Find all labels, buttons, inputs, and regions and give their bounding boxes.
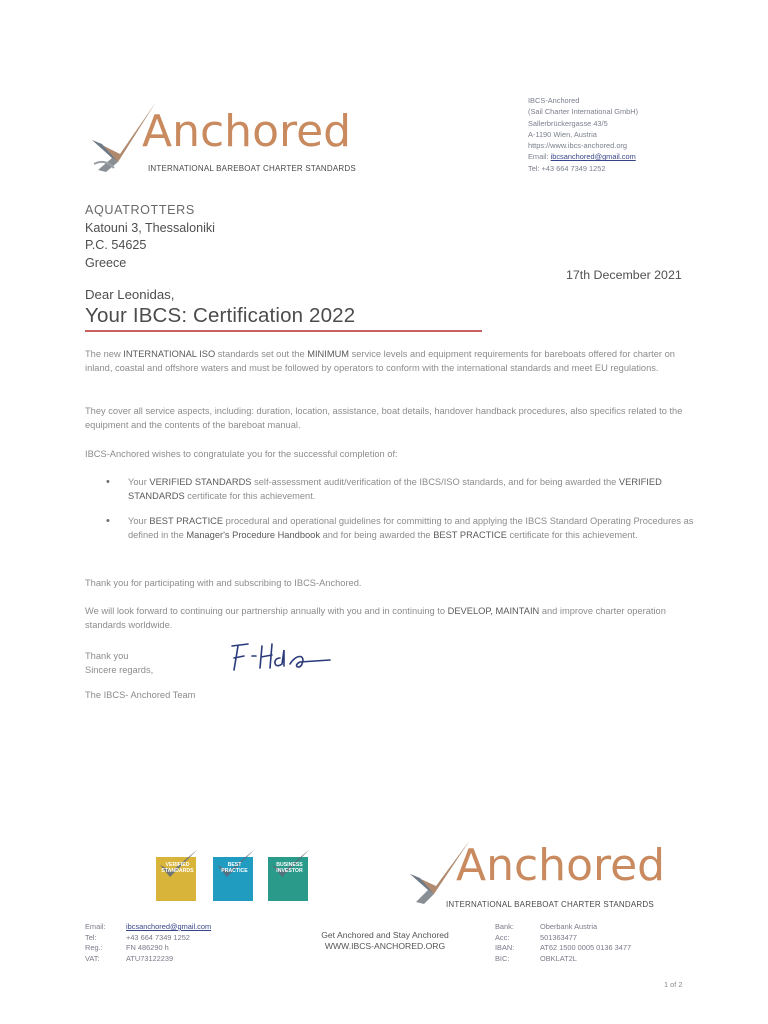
b2-text-e: and for being awarded the (319, 529, 434, 540)
badge-caption: BUSINESS INVESTOR (276, 862, 303, 874)
footer-label-email: Email: (85, 922, 106, 931)
recipient-postcode: P.C. 54625 (85, 238, 147, 252)
b1-text-a: Your (128, 477, 150, 487)
bullet-icon: • (106, 476, 110, 488)
badge-best-practice (211, 849, 258, 903)
company-email-link[interactable]: ibcsanchored@gmail.com (550, 152, 636, 162)
logo-wordmark: Anchored (142, 106, 352, 157)
b2-text-c: procedural and operational guidelines for committing to and applying the IBCS Standard Operating Procedures as defined in the (128, 516, 694, 540)
logo-tagline: INTERNATIONAL BAREBOAT CHARTER STANDARDS (446, 900, 654, 909)
footer-logo (404, 838, 694, 916)
footer-label-bank: Bank: (495, 922, 514, 931)
paragraph-thank-you: Thank you for participating with and subscribing to IBCS-Anchored. (85, 578, 362, 588)
paragraph-partnership (85, 605, 685, 632)
title-underline (85, 330, 482, 332)
salutation: Dear Leonidas, (85, 287, 175, 302)
footer-label-acc: Acc: (495, 932, 510, 942)
team-signoff: The IBCS- Anchored Team (85, 690, 196, 700)
company-street: Sallerbrückergasse 43/5 (528, 118, 608, 128)
company-city: A-1190 Wien, Austria (528, 129, 597, 139)
logo-tagline: INTERNATIONAL BAREBOAT CHARTER STANDARDS (148, 164, 356, 173)
b2-text-g: certificate for this achievement. (506, 529, 638, 540)
closing-block (85, 649, 153, 677)
p5-text-c: and improve charter operation standards worldwide. (85, 606, 666, 630)
footer-contact-labels (85, 922, 106, 964)
b1-highlight-a: VERIFIED STANDARDS (149, 477, 252, 487)
badge-verified-standards (154, 849, 201, 903)
footer-label-iban: IBAN: (495, 943, 515, 953)
b2-highlight-a: BEST PRACTICE (149, 516, 224, 527)
footer-bank-values (540, 922, 631, 964)
p1-text-a: The new (85, 349, 124, 359)
p1-text-e: service levels and equipment requirements for bareboats offered for charter on inland, coastal and offshore waters and must be followed by operators to conform with the international standards and meet EU regulations. (85, 349, 675, 373)
footer-label-reg: Reg.: (85, 943, 103, 953)
header-logo (84, 100, 374, 180)
footer-vat: ATU73122239 (126, 953, 174, 963)
footer-iban: AT62 1500 0005 0136 3477 (540, 943, 632, 953)
footer-slogan-block (300, 930, 470, 953)
b2-text-a: Your (128, 516, 150, 527)
recipient-country: Greece (85, 255, 127, 270)
footer-reg: FN 486290 h (126, 943, 169, 953)
b2-highlight-b: BEST PRACTICE (433, 529, 507, 540)
footer-tel: +43 664 7349 1252 (126, 932, 190, 942)
company-email-label: Email: (528, 152, 549, 162)
recipient-street: Katouni 3, Thessaloniki (85, 220, 215, 235)
closing-thanks: Thank you (85, 651, 129, 661)
b1-text-e: certificate for this achievement. (184, 490, 316, 501)
best-practice-badge-icon (211, 849, 258, 903)
recipient-name: AQUATROTTERS (85, 203, 195, 217)
letter-date: 17th December 2021 (566, 268, 682, 282)
footer-slogan: Get Anchored and Stay Anchored (321, 930, 449, 940)
footer-bank-labels (495, 922, 514, 964)
list-item (106, 515, 696, 542)
b1-text-c: self-assessment audit/verification of the IBCS/ISO standards, and for being awarded the (251, 477, 619, 487)
bullet-icon: • (106, 515, 110, 528)
footer-email-link[interactable]: ibcsanchored@gmail.com (126, 922, 212, 931)
company-phone: Tel: +43 664 7349 1252 (528, 163, 606, 173)
footer-label-bic: BIC: (495, 953, 510, 963)
footer-bic: OBKLAT2L (540, 953, 577, 963)
badge-caption: VERIFIED STANDARDS (161, 862, 194, 874)
letter-title: Your IBCS: Certification 2022 (85, 304, 356, 327)
footer-contact-values (126, 922, 211, 964)
b2-highlight-handbook: Manager's Procedure Handbook (186, 529, 320, 540)
company-website[interactable]: https://www.ibcs-anchored.org (528, 141, 627, 151)
logo-wordmark: Anchored (456, 840, 666, 891)
p5-highlight: DEVELOP, MAINTAIN (447, 606, 540, 616)
paragraph-service-aspects: They cover all service aspects, including: duration, location, assistance, boat details, handover handback procedures, also specifics related to the equipment and the contents of the bareboat manual. (85, 406, 683, 430)
p1-highlight-iso: INTERNATIONAL ISO (123, 349, 216, 359)
company-legal-name: (Sail Charter International GmbH) (528, 107, 639, 117)
footer-label-vat: VAT: (85, 953, 100, 963)
closing-regards: Sincere regards, (85, 665, 154, 675)
paragraph-congratulations: IBCS-Anchored wishes to congratulate you for the successful completion of: (85, 449, 398, 459)
company-address (528, 95, 638, 174)
page-number: 1 of 2 (664, 980, 683, 989)
b1-highlight-b: VERIFIED STANDARDS (128, 477, 662, 501)
footer-website-link[interactable]: WWW.IBCS-ANCHORED.ORG (324, 941, 446, 952)
list-item (106, 476, 696, 503)
paragraph-iso-standards (85, 348, 685, 375)
p1-text-c: standards set out the (215, 349, 308, 359)
p5-text-a: We will look forward to continuing our partnership annually with you and in continuing to (85, 606, 448, 616)
footer-bank: Oberbank Austria (540, 922, 598, 931)
footer-acc: 501363477 (540, 932, 577, 942)
badge-business-investor (266, 849, 313, 903)
handwritten-signature (226, 640, 336, 680)
footer-label-tel: Tel: (85, 932, 97, 942)
verified-standards-badge-icon (154, 849, 201, 903)
business-investor-badge-icon (266, 849, 313, 903)
company-name: IBCS-Anchored (528, 96, 580, 105)
recipient-address (85, 202, 215, 272)
achievement-list (106, 476, 696, 554)
badge-caption: BEST PRACTICE (221, 862, 248, 874)
company-email-row (528, 151, 638, 162)
p1-highlight-minimum: MINIMUM (307, 349, 350, 359)
